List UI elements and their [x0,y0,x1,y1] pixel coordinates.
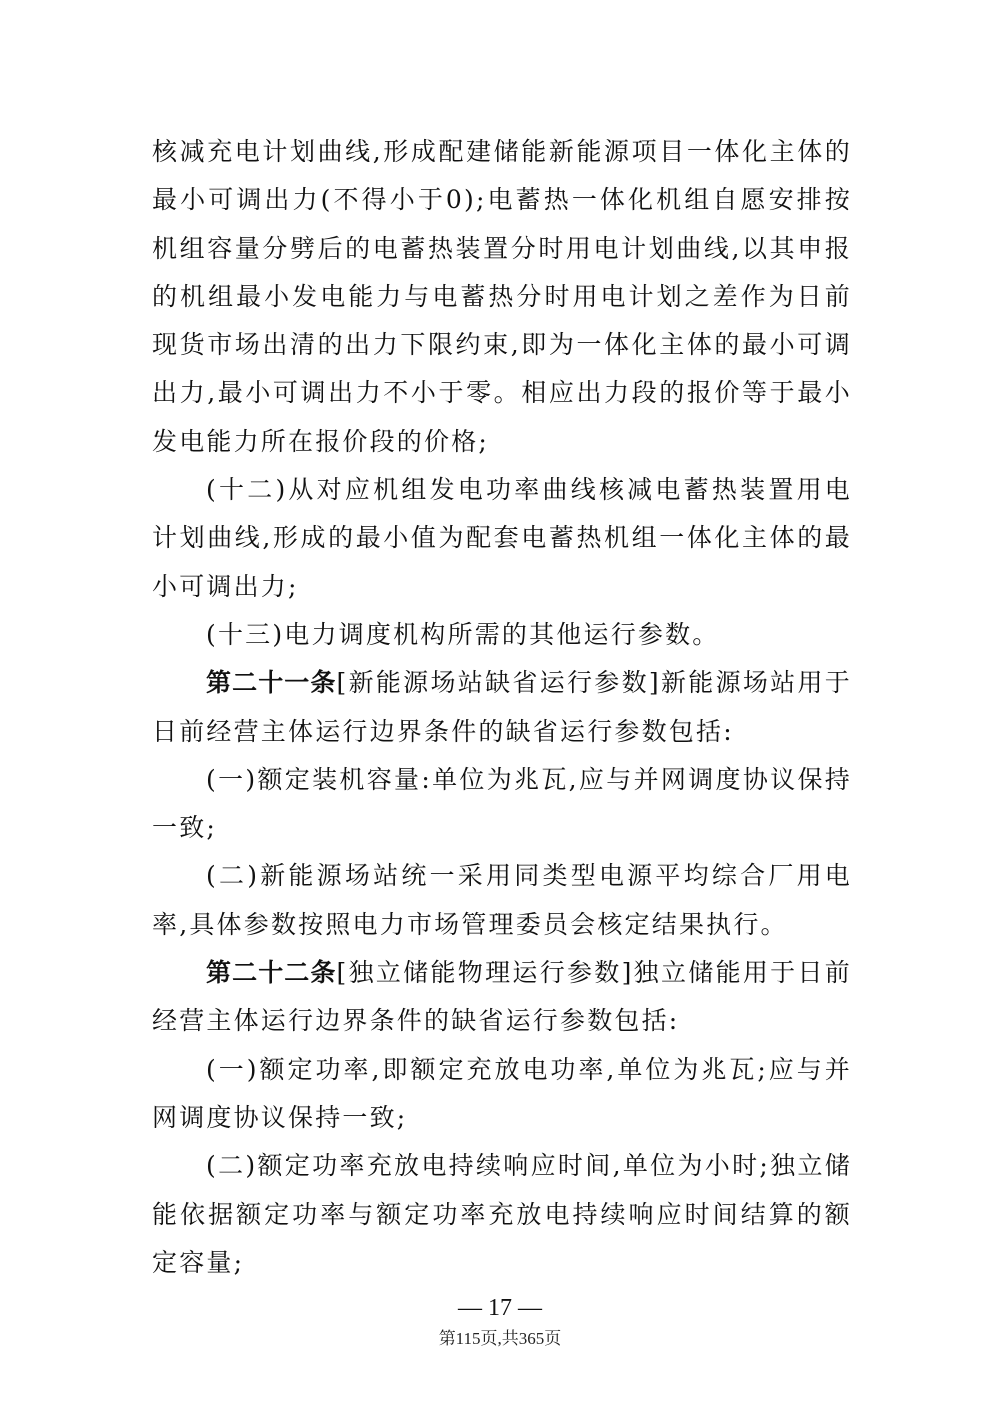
paragraph-text: (十二)从对应机组发电功率曲线核减电蓄热装置用电计划曲线,形成的最小值为配套电蓄热机组一体化主体的最小可调出力; [152,475,852,601]
paragraph-text: [独立储能物理运行参数]独立储能用于日前经营主体运行边界条件的缺省运行参数包括: [152,958,852,1036]
paragraph-text: [新能源场站缺省运行参数]新能源场站用于日前经营主体运行边界条件的缺省运行参数包括: [152,668,852,746]
paragraph-text: 核减充电计划曲线,形成配建储能新能源项目一体化主体的最小可调出力(不得小于0);电蓄热一体化机组自愿安排按机组容量分劈后的电蓄热装置分时用电计划曲线,以其申报的机组最小发电能力与电蓄热分时用电计划之差作为日前现货市场出清的出力下限约束,即为一体化主体的最小可调出力,最小可调出力不小于零。相应出力段的报价等于最小发电能力所在报价段的价格; [152,137,852,456]
article-heading: 第二十一条 [206,668,337,698]
paragraph-item-1 [152,1046,852,1143]
paragraph-item-1 [152,756,852,853]
paragraph-item-2 [152,1142,852,1287]
document-body [152,128,852,1287]
paragraph-item-13 [152,611,852,659]
paragraph-text: (一)额定装机容量:单位为兆瓦,应与并网调度协议保持一致; [152,764,852,843]
paragraph-article-21 [152,659,852,756]
paragraph-item-2 [152,852,852,949]
paragraph-item-12 [152,466,852,611]
page-number: — 17 — [458,1295,542,1321]
paragraph-text: (十三)电力调度机构所需的其他运行参数。 [206,619,720,649]
paragraph-text: (一)额定功率,即额定充放电功率,单位为兆瓦;应与并网调度协议保持一致; [152,1054,852,1132]
page-count: 第115页,共365页 [438,1329,562,1348]
paragraph-text: (二)额定功率充放电持续响应时间,单位为小时;独立储能依据额定功率与额定功率充放电持续响应时间结算的额定容量; [152,1151,852,1277]
paragraph-text: (二)新能源场站统一采用同类型电源平均综合厂用电率,具体参数按照电力市场管理委员会核定结果执行。 [152,861,852,939]
article-heading: 第二十二条 [206,958,337,988]
paragraph-article-22 [152,949,852,1046]
paragraph-continuation [152,128,852,466]
